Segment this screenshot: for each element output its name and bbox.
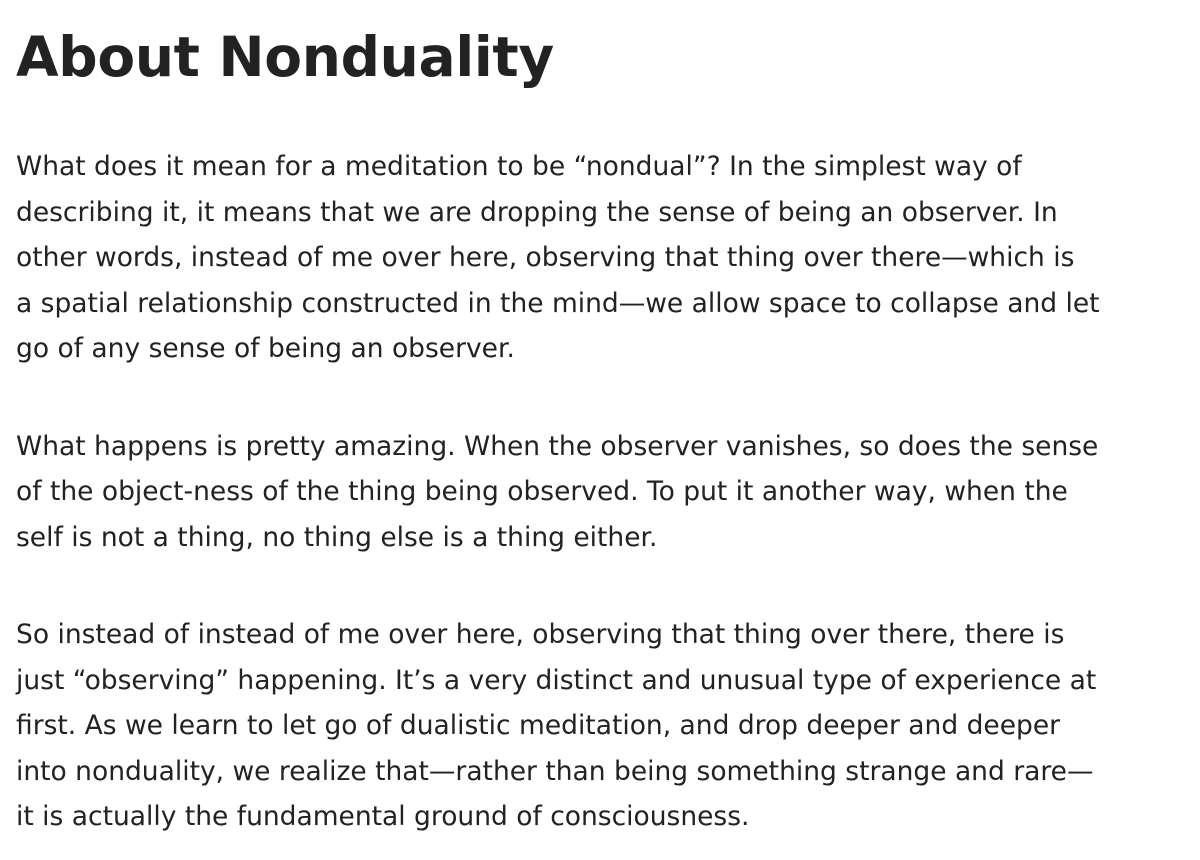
page-title: About Nonduality [16, 25, 554, 89]
paragraph-line: first. As we learn to let go of dualistic meditation, and drop deeper and deeper [16, 710, 1061, 741]
paragraph-line: other words, instead of me over here, observing that thing over there—which is [16, 242, 1075, 273]
paragraph-line: of the object-ness of the thing being observed. To put it another way, when the [16, 476, 1068, 507]
paragraph-line: go of any sense of being an observer. [16, 333, 515, 364]
paragraph-line: So instead of instead of me over here, observing that thing over there, there is [16, 619, 1065, 650]
paragraph-line: self is not a thing, no thing else is a thing either. [16, 521, 658, 553]
paragraph-nondual-meaning [16, 144, 1184, 372]
paragraph-just-observing [16, 612, 1184, 840]
paragraph-line: describing it, it means that we are dropping the sense of being an observer. In [16, 196, 1058, 228]
paragraph-line: just “observing” happening. It’s a very distinct and unusual type of experience at [16, 664, 1097, 696]
paragraph-line: a spatial relationship constructed in the mind—we allow space to collapse and let [16, 287, 1100, 319]
paragraph-line: it is actually the fundamental ground of consciousness. [16, 801, 750, 832]
paragraph-line: into nonduality, we realize that—rather than being something strange and rare— [16, 755, 1094, 787]
paragraph-line: What happens is pretty amazing. When the observer vanishes, so does the sense [16, 430, 1099, 462]
paragraph-what-happens [16, 424, 1184, 561]
paragraph-line: What does it mean for a meditation to be “nondual”? In the simplest way of [16, 151, 1022, 182]
